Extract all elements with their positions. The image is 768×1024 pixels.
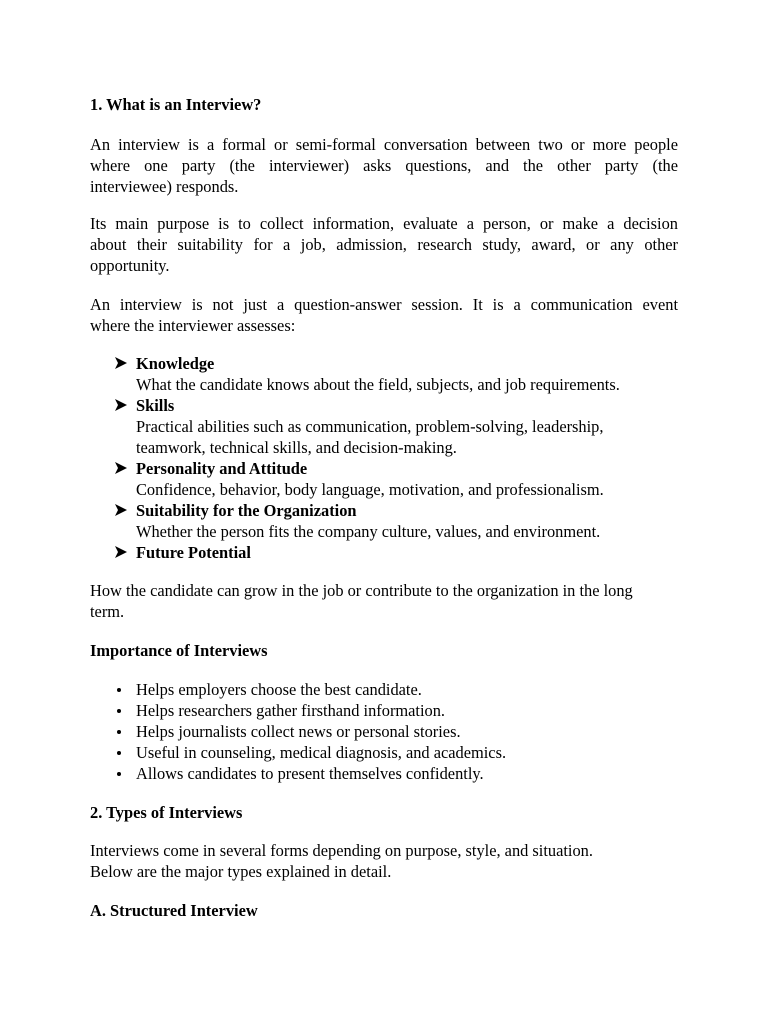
paragraph-types-intro [90,840,678,882]
criteria-desc-line: Whether the person fits the company culture, values, and environment. [136,522,601,541]
paragraph-purpose [90,213,678,276]
paragraph-line: about their suitability for a job, admission, research study, award, or any other [90,235,678,254]
arrowhead-bullet-icon [114,503,128,517]
criteria-title: Personality and Attitude [136,459,308,478]
criteria-item [114,353,654,395]
criteria-title: Future Potential [136,543,251,562]
criteria-title: Suitability for the Organization [136,501,357,520]
paragraph-definition [90,134,678,197]
criteria-list [114,353,654,563]
criteria-item [114,395,654,458]
criteria-item [114,542,654,563]
list-item-text: Allows candidates to present themselves confidently. [136,764,484,783]
paragraph-future [90,580,678,622]
importance-heading: Importance of Interviews [90,641,268,660]
bullet-dot-icon [117,730,121,734]
paragraph-line: Interviews come in several forms depending on purpose, style, and situation. [90,841,593,860]
arrowhead-bullet-icon [114,545,128,559]
arrowhead-bullet-icon [114,461,128,475]
list-item [114,742,674,763]
criteria-title: Knowledge [136,354,215,373]
list-item-text: Helps journalists collect news or personal stories. [136,722,461,741]
paragraph-line: An interview is a formal or semi-formal conversation between two or more people [90,135,678,154]
list-item-text: Helps researchers gather firsthand information. [136,701,446,720]
criteria-desc-line: Practical abilities such as communication, problem-solving, leadership, [136,417,604,436]
paragraph-line: Below are the major types explained in detail. [90,862,392,881]
list-item [114,700,674,721]
bullet-dot-icon [117,772,121,776]
structured-interview-heading: A. Structured Interview [90,901,258,920]
arrowhead-bullet-icon [114,398,128,412]
list-item [114,763,674,784]
paragraph-line: How the candidate can grow in the job or contribute to the organization in the long [90,581,633,600]
paragraph-line: Its main purpose is to collect information, evaluate a person, or make a decision [90,214,678,233]
arrowhead-bullet-icon [114,356,128,370]
paragraph-line: An interview is not just a question-answer session. It is a communication event [90,295,678,314]
section-2-heading: 2. Types of Interviews [90,803,243,822]
paragraph-line: interviewee) responds. [90,177,239,196]
criteria-desc-line: What the candidate knows about the field, subjects, and job requirements. [136,375,620,394]
paragraph-line: where one party (the interviewer) asks questions, and the other party (the [90,156,678,175]
paragraph-line: term. [90,602,125,621]
paragraph-assessment [90,294,678,336]
criteria-item [114,458,654,500]
bullet-dot-icon [117,709,121,713]
bullet-dot-icon [117,751,121,755]
paragraph-line: opportunity. [90,256,170,275]
section-1-heading: 1. What is an Interview? [90,95,262,114]
importance-list [114,679,674,784]
list-item-text: Useful in counseling, medical diagnosis, and academics. [136,743,507,762]
paragraph-line: where the interviewer assesses: [90,316,296,335]
criteria-title: Skills [136,396,175,415]
list-item [114,679,674,700]
criteria-desc-line: Confidence, behavior, body language, motivation, and professionalism. [136,480,604,499]
criteria-item [114,500,654,542]
list-item-text: Helps employers choose the best candidate. [136,680,422,699]
criteria-desc-line: teamwork, technical skills, and decision-making. [136,438,457,457]
list-item [114,721,674,742]
bullet-dot-icon [117,688,121,692]
